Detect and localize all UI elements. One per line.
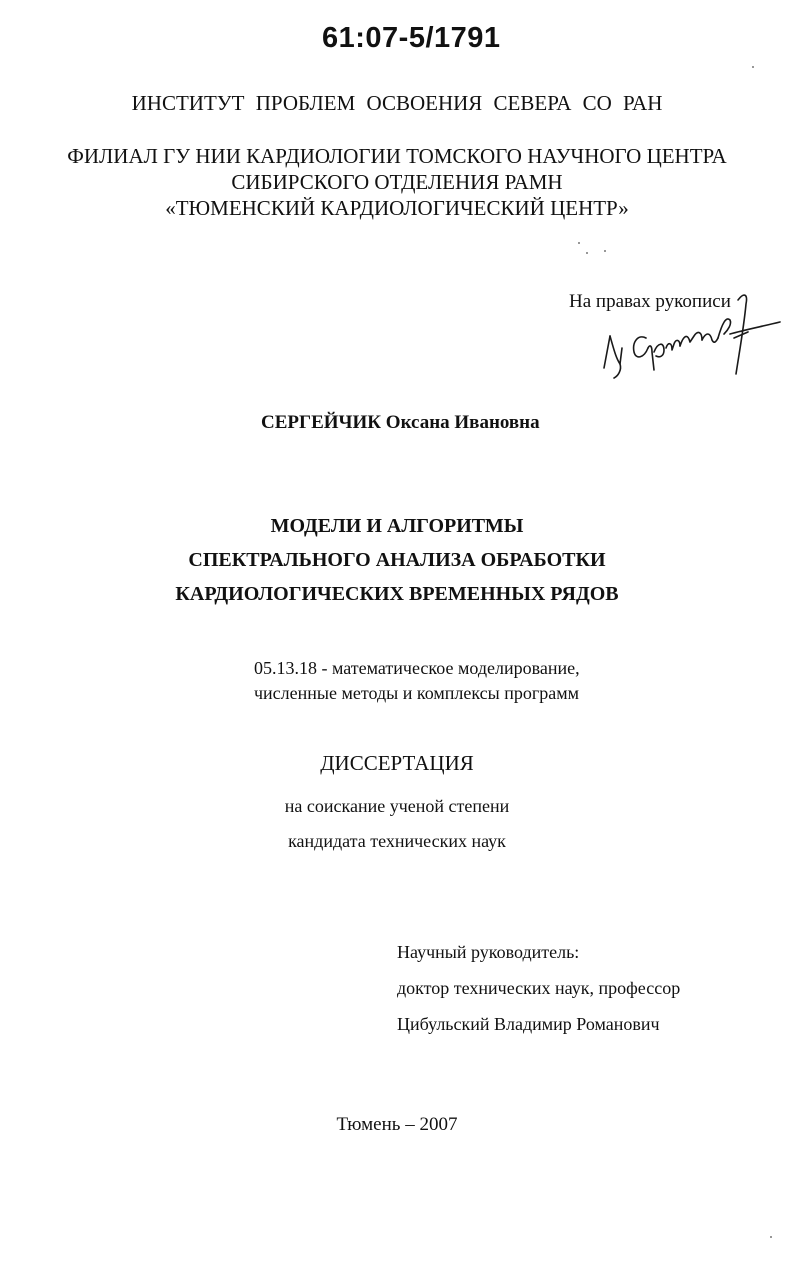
- advisor-line: Цибульский Владимир Романович: [397, 1014, 660, 1034]
- manuscript-rights-label: На правах рукописи: [569, 291, 731, 312]
- advisor-line: доктор технических наук, профессор: [397, 978, 681, 998]
- specialty-code: [254, 656, 580, 706]
- specialty-line: 05.13.18 - математическое моделирование,: [254, 658, 580, 678]
- catalog-number: 61:07-5/1791: [322, 22, 501, 54]
- scientific-advisor: [397, 934, 680, 1042]
- branch-line: СИБИРСКОГО ОТДЕЛЕНИЯ РАМН: [231, 170, 563, 194]
- specialty-line: численные методы и комплексы программ: [254, 683, 580, 703]
- title-line: МОДЕЛИ И АЛГОРИТМЫ: [270, 515, 524, 537]
- handwritten-signature: [598, 286, 783, 382]
- institute-name: ИНСТИТУТ ПРОБЛЕМ ОСВОЕНИЯ СЕВЕРА СО РАН: [131, 91, 663, 115]
- dissertation-title: [0, 509, 794, 611]
- degree-line: на соискание ученой степени: [284, 796, 510, 816]
- branch-name: [0, 143, 794, 221]
- document-type: ДИССЕРТАЦИЯ: [320, 751, 474, 775]
- branch-line: «ТЮМЕНСКИЙ КАРДИОЛОГИЧЕСКИЙ ЦЕНТР»: [165, 196, 629, 220]
- scan-speck: [586, 252, 588, 254]
- place-and-year: Тюмень – 2007: [336, 1114, 458, 1135]
- scan-speck: [604, 250, 606, 252]
- title-line: СПЕКТРАЛЬНОГО АНАЛИЗА ОБРАБОТКИ: [188, 549, 606, 571]
- scan-speck: [770, 1236, 772, 1238]
- author-name: СЕРГЕЙЧИК Оксана Ивановна: [261, 412, 540, 433]
- degree-line: кандидата технических наук: [288, 831, 506, 851]
- title-line: КАРДИОЛОГИЧЕСКИХ ВРЕМЕННЫХ РЯДОВ: [175, 583, 619, 605]
- advisor-line: Научный руководитель:: [397, 942, 580, 962]
- branch-line: ФИЛИАЛ ГУ НИИ КАРДИОЛОГИИ ТОМСКОГО НАУЧНОГО ЦЕНТРА: [67, 144, 727, 168]
- degree-statement: [0, 789, 794, 859]
- scan-speck: [578, 242, 580, 244]
- scan-speck: [752, 66, 754, 68]
